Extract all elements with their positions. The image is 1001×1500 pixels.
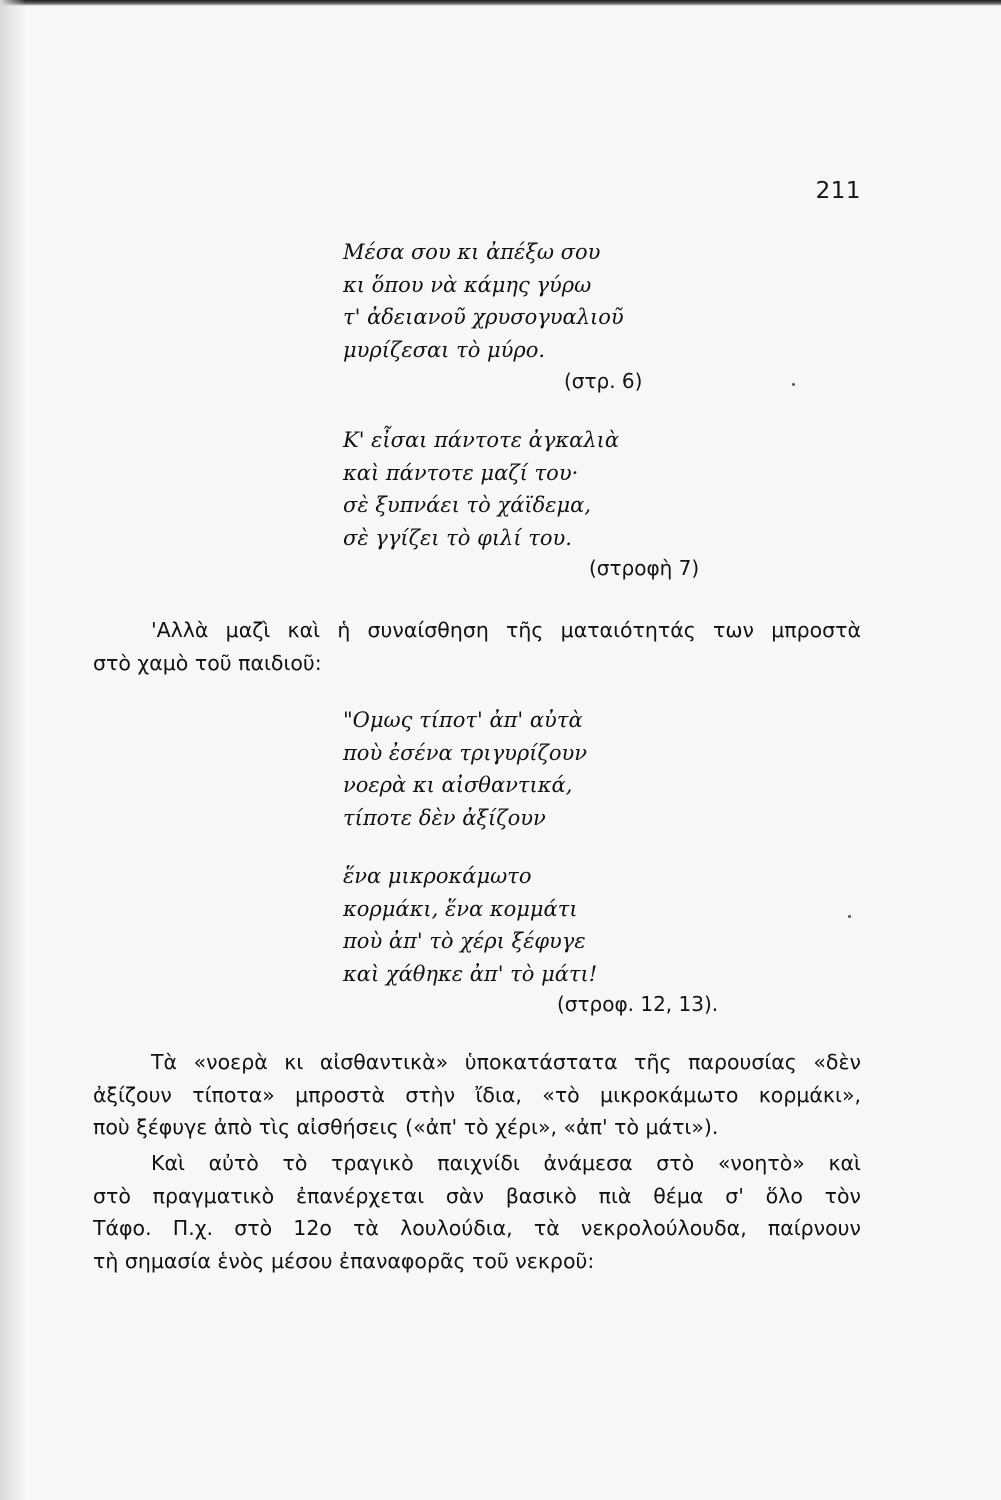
verse-line: Κ' εἶσαι πάντοτε ἀγκαλιὰ: [343, 428, 620, 452]
stanza-3: [343, 704, 587, 834]
prose-line: στὸ πραγματικὸ ἐπανέρχεται σὰν βασικὸ πιὰ θέμα σ' ὅλο τὸν: [93, 1183, 861, 1208]
stanza-4-reference: (στροφ. 12, 13).: [557, 992, 719, 1016]
stanza-2-reference: (στροφὴ 7): [589, 556, 700, 580]
verse-line: ποὺ ἐσένα τριγυρίζουν: [343, 740, 588, 765]
prose-line: Τάφο. Π.χ. στὸ 12ο τὰ λουλούδια, τὰ νεκρολούλουδα, παίρνουν: [93, 1216, 861, 1240]
prose-line: στὸ χαμὸ τοῦ παιδιοῦ:: [93, 650, 322, 675]
verse-line: τ' ἀδειανοῦ χρυσογυαλιοῦ: [343, 305, 624, 329]
verse-line: "Ομως τίποτ' ἀπ' αὐτὰ: [343, 708, 583, 732]
scan-speck: [792, 383, 795, 386]
verse-line: κι ὅπου νὰ κάμης γύρω: [343, 272, 592, 297]
stanza-4: [343, 860, 597, 990]
stanza-1: [343, 236, 624, 366]
page-number: 211: [815, 178, 861, 204]
prose-line: Καὶ αὐτὸ τὸ τραγικὸ παιχνίδι ἀνάμεσα στὸ «νοητὸ» καὶ: [151, 1151, 861, 1175]
page-gutter-shadow: [0, 0, 26, 1500]
prose-line: 'Αλλὰ μαζὶ καὶ ἡ συναίσθηση τῆς ματαιότητάς των μπροστὰ: [151, 618, 861, 642]
prose-line: τὴ σημασία ἑνὸς μέσου ἐπαναφορᾶς τοῦ νεκροῦ:: [93, 1248, 595, 1273]
verse-line: Μέσα σου κι ἀπέξω σου: [343, 240, 601, 264]
verse-line: καὶ χάθηκε ἀπ' τὸ μάτι!: [343, 961, 598, 986]
verse-line: καὶ πάντοτε μαζί του·: [343, 460, 579, 485]
verse-line: σὲ γγίζει τὸ φιλί του.: [343, 525, 572, 550]
prose-line: ἀξίζουν τίποτα» μπροστὰ στὴν ἴδια, «τὸ μικροκάμωτο κορμάκι»,: [93, 1082, 861, 1107]
prose-line: ποὺ ξέφυγε ἀπὸ τὶς αἰσθήσεις («ἀπ' τὸ χέρι», «ἀπ' τὸ μάτι»).: [93, 1115, 719, 1139]
verse-line: σὲ ξυπνάει τὸ χάϊδεμα,: [343, 493, 592, 517]
page-top-edge: [0, 0, 1001, 6]
stanza-1-reference: (στρ. 6): [564, 369, 643, 393]
verse-line: ποὺ ἀπ' τὸ χέρι ξέφυγε: [343, 929, 586, 953]
scan-speck: [848, 915, 851, 918]
verse-line: νοερὰ κι αἰσθαντικά,: [343, 773, 573, 797]
verse-line: ἕνα μικροκάμωτο: [343, 864, 532, 888]
verse-line: τίποτε δὲν ἀξίζουν: [343, 805, 546, 830]
paragraph-1: [93, 614, 861, 679]
verse-line: κορμάκι, ἕνα κομμάτι: [343, 896, 578, 921]
prose-line: Τὰ «νοερὰ κι αἰσθαντικὰ» ὑποκατάστατα τῆς παρουσίας «δὲν: [151, 1050, 861, 1074]
stanza-2: [343, 424, 619, 554]
paragraph-3: [93, 1147, 861, 1277]
paragraph-2: [93, 1046, 861, 1144]
verse-line: μυρίζεσαι τὸ μύρο.: [343, 337, 546, 362]
